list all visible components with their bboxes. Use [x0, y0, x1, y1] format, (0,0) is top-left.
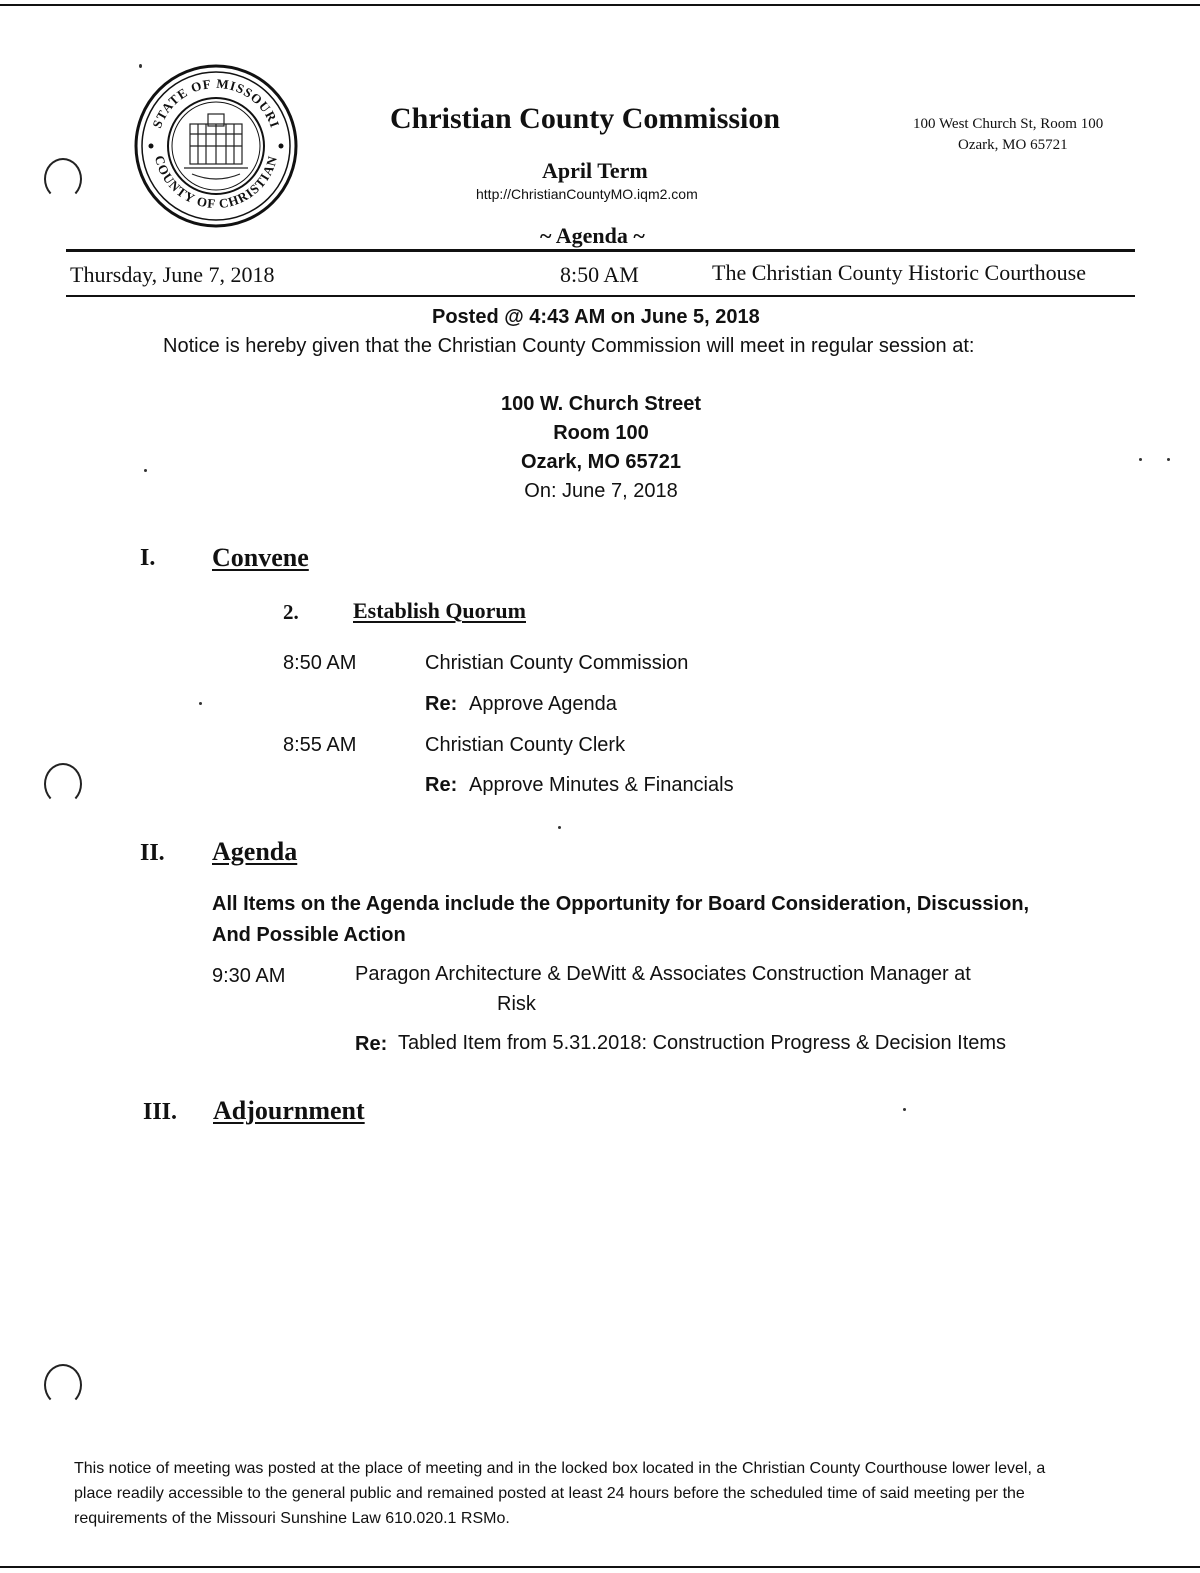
seal-ring-text-bottom: COUNTY OF CHRISTIAN: [151, 153, 281, 212]
item-presenter: Christian County Clerk: [425, 734, 626, 756]
bottom-page-rule: [0, 1566, 1200, 1568]
agenda-note-line-1: All Items on the Agenda include the Opportunity for Board Consideration, Discussion,: [212, 893, 1030, 915]
meeting-time: 8:50 AM: [560, 262, 639, 287]
location-room: Room 100: [553, 422, 649, 444]
item-re-text: Approve Agenda: [469, 693, 617, 715]
header-rule-top: [66, 249, 1135, 252]
item-re-label: Re:: [355, 1033, 388, 1055]
agenda-heading: ~ Agenda ~: [540, 223, 645, 248]
item-re-label: Re:: [425, 693, 458, 715]
meeting-date: Thursday, June 7, 2018: [70, 262, 275, 287]
scan-speck: [558, 826, 561, 829]
location-date: On: June 7, 2018: [524, 480, 678, 502]
item-re-label: Re:: [425, 774, 458, 796]
notice-text: Notice is hereby given that the Christian County Commission will meet in regular session at:: [163, 335, 975, 357]
posted-timestamp: Posted @ 4:43 AM on June 5, 2018: [432, 306, 760, 328]
subsection-number: 2.: [283, 600, 299, 624]
section-numeral: III.: [143, 1099, 178, 1125]
subsection-title: Establish Quorum: [353, 598, 526, 623]
item-time: 9:30 AM: [212, 965, 286, 987]
item-re-text: Tabled Item from 5.31.2018: Construction Progress & Decision Items: [398, 1032, 1007, 1054]
punch-hole-top: [44, 158, 82, 200]
scan-speck: [1139, 458, 1142, 461]
top-page-rule: [0, 4, 1200, 6]
item-presenter: Christian County Commission: [425, 652, 689, 674]
header-rule-bottom: [66, 295, 1135, 297]
item-time: 8:55 AM: [283, 734, 357, 756]
section-title: Agenda: [212, 837, 298, 866]
footer-posting-notice: This notice of meeting was posted at the place of meeting and in the locked box located in the Christian County Courthouse lower level, a place readily accessible to the general public and remained posted at least 24 hours before the scheduled time of said meeting per the requirements of the Missouri Sunshine Law 610.020.1 RSMo.: [74, 1460, 1046, 1527]
item-time: 8:50 AM: [283, 652, 357, 674]
scan-speck: [903, 1108, 906, 1111]
punch-hole-middle: [44, 763, 82, 805]
address-line-1: 100 West Church St, Room 100: [913, 116, 1104, 132]
scan-speck: [144, 469, 147, 472]
organization-title: Christian County Commission: [390, 102, 781, 135]
scan-speck: [139, 64, 142, 68]
website-url: http://ChristianCountyMO.iqm2.com: [476, 186, 698, 202]
scan-speck: [199, 702, 202, 705]
item-presenter-line-2: Risk: [497, 993, 536, 1015]
section-title: Convene: [212, 543, 309, 572]
address-line-2: Ozark, MO 65721: [958, 137, 1068, 153]
section-numeral: I.: [140, 545, 156, 571]
section-title: Adjournment: [213, 1096, 365, 1125]
term-label: April Term: [542, 158, 648, 183]
punch-hole-bottom: [44, 1364, 82, 1406]
agenda-note-line-2: And Possible Action: [212, 924, 406, 946]
scan-speck: [1167, 458, 1170, 461]
location-street: 100 W. Church Street: [500, 393, 702, 415]
location-city: Ozark, MO 65721: [520, 451, 682, 473]
item-presenter-line-1: Paragon Architecture & DeWitt & Associates Construction Manager at: [355, 963, 971, 985]
item-re-text: Approve Minutes & Financials: [469, 774, 734, 796]
section-numeral: II.: [140, 840, 165, 866]
seal-ring-text-top: STATE OF MISSOURI: [149, 75, 283, 131]
meeting-venue: The Christian County Historic Courthouse: [712, 260, 1086, 285]
county-seal-logo: [134, 64, 298, 228]
